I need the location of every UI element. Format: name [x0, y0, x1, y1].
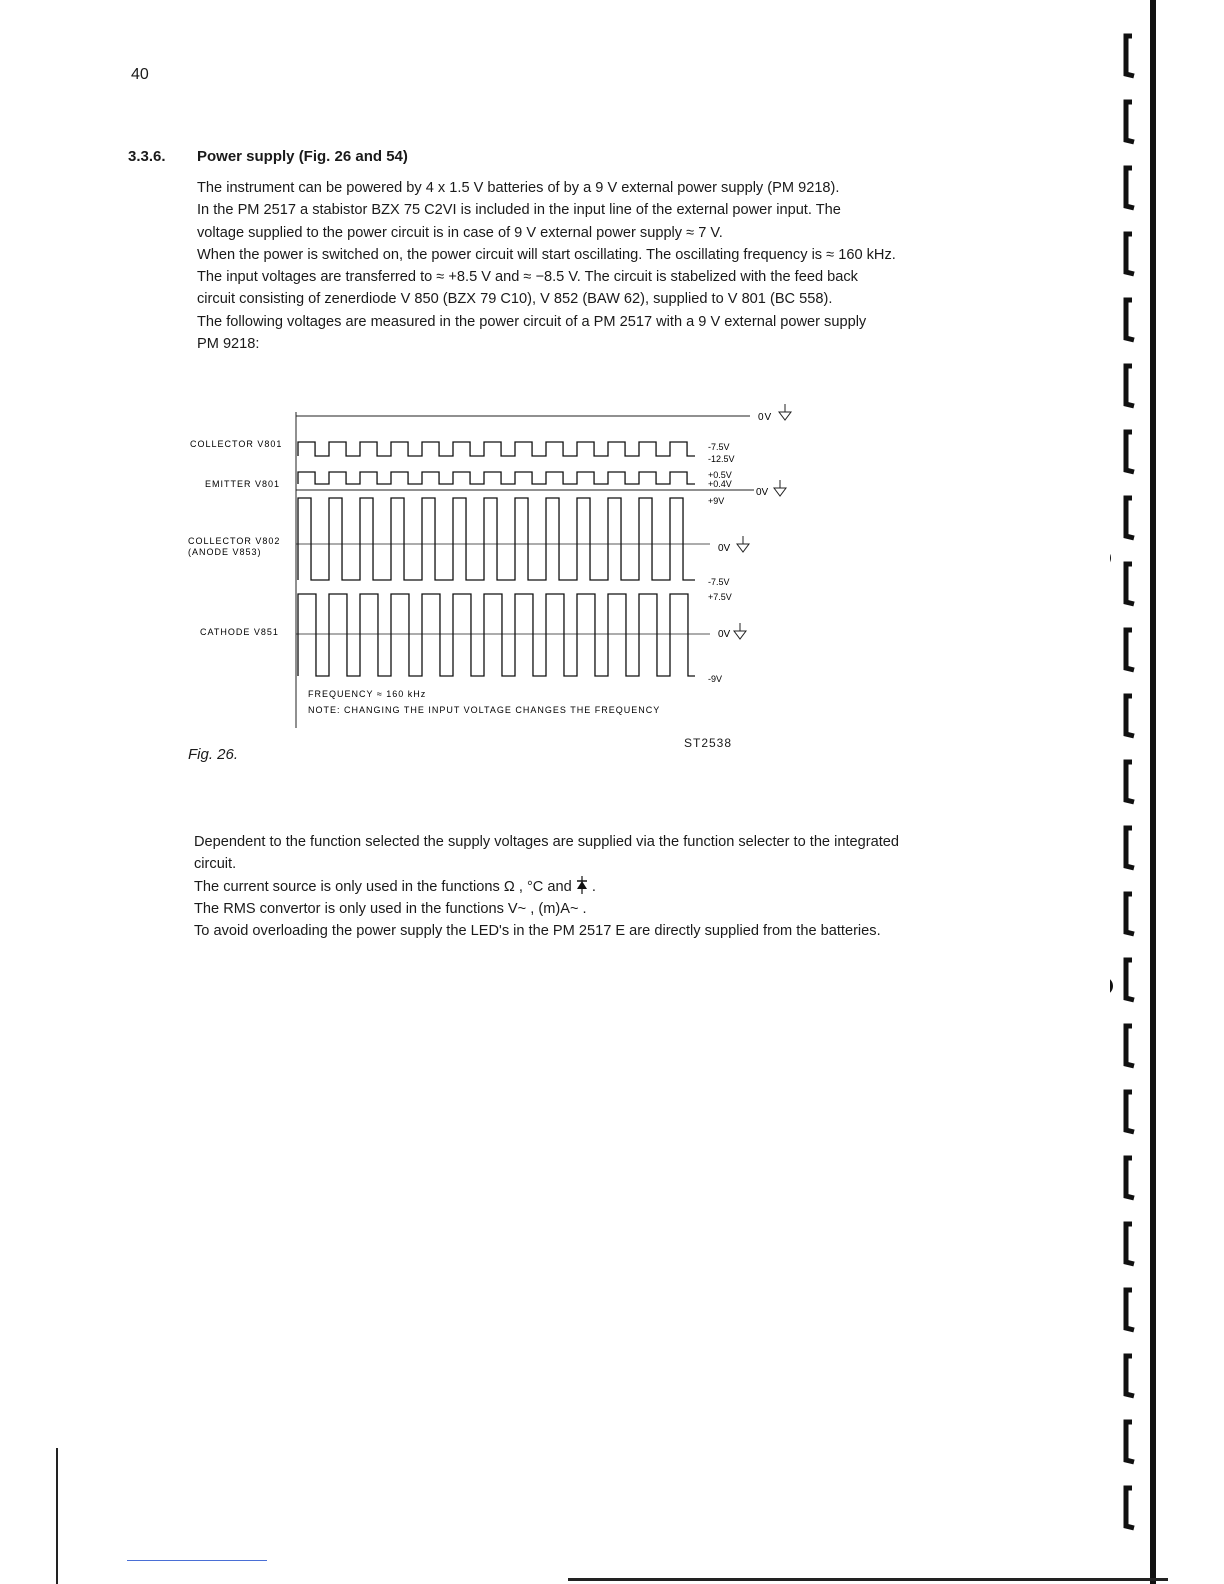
- binder-tab: [1126, 696, 1134, 736]
- text-line: The RMS convertor is only used in the functions V~ , (m)A~ .: [194, 900, 587, 917]
- ground-symbol-icon: [779, 404, 791, 420]
- binder-tab: [1126, 102, 1134, 142]
- binder-tab: [1126, 432, 1134, 472]
- figure-caption: Fig. 26.: [188, 746, 239, 763]
- voltage-label: 0V: [718, 629, 731, 640]
- waveform-diagram: [180, 398, 820, 728]
- text-line: voltage supplied to the power circuit is in case of 9 V external power supply ≈ 7 V.: [197, 224, 723, 241]
- binder-tab: [1126, 960, 1134, 1000]
- voltage-label: 0V: [756, 487, 769, 498]
- intro-paragraph: [197, 177, 1057, 355]
- frequency-change-note: NOTE: CHANGING THE INPUT VOLTAGE CHANGES THE FREQUENCY: [308, 705, 661, 715]
- binder-margin: [1110, 0, 1224, 1584]
- voltage-label: -12.5V: [708, 454, 735, 464]
- figure-reference: ST2538: [684, 736, 733, 750]
- section-number: 3.3.6.: [128, 148, 166, 165]
- binder-tab: [1126, 36, 1134, 76]
- binder-tab: [1126, 894, 1134, 934]
- scan-artifact: [568, 1578, 1168, 1581]
- ground-symbol-icon: [737, 536, 749, 552]
- cathode-v851-waveform: [298, 594, 695, 676]
- signal-label: (ANODE V853): [188, 547, 262, 557]
- binder-tabs: [1126, 36, 1134, 1528]
- signal-label: EMITTER V801: [205, 479, 281, 489]
- binder-tab: [1126, 564, 1134, 604]
- binder-tab: [1126, 1092, 1134, 1132]
- page-number: 40: [131, 66, 149, 83]
- binder-edge: [1150, 0, 1156, 1584]
- binder-tab: [1126, 366, 1134, 406]
- binder-tab: [1126, 1224, 1134, 1264]
- text-line: The following voltages are measured in the power circuit of a PM 2517 with a 9 V external power supply: [197, 313, 867, 330]
- binder-tab: [1126, 1422, 1134, 1462]
- text-line: Dependent to the function selected the supply voltages are supplied via the function selecter to the integrated: [194, 834, 900, 850]
- text-line: PM 9218:: [197, 336, 260, 353]
- ground-symbol-icon: [774, 480, 786, 496]
- text-line: circuit.: [194, 856, 237, 873]
- binder-tab: [1126, 630, 1134, 670]
- voltage-label: -7.5V: [708, 442, 730, 452]
- binder-tab: [1126, 1290, 1134, 1330]
- text-segment: The current source is only used in the functions Ω , °C and: [194, 878, 572, 895]
- voltage-label: 0V: [758, 412, 773, 423]
- signal-label: COLLECTOR V801: [190, 439, 283, 449]
- emitter-v801-waveform: [298, 472, 695, 484]
- voltage-label: +9V: [708, 496, 725, 506]
- voltage-label: -7.5V: [708, 577, 730, 587]
- voltage-label: -9V: [708, 674, 723, 684]
- scan-artifact: [56, 1448, 58, 1584]
- scan-artifact: [127, 1560, 267, 1561]
- voltage-label: +7.5V: [708, 592, 732, 602]
- binder-tab: [1126, 168, 1134, 208]
- section-title: Power supply (Fig. 26 and 54): [197, 148, 408, 165]
- binder-tab: [1126, 498, 1134, 538]
- function-paragraph: [194, 831, 1044, 942]
- binder-tab: [1126, 828, 1134, 868]
- text-line: To avoid overloading the power supply the LED's in the PM 2517 E are directly supplied from the batteries.: [194, 923, 881, 940]
- signal-label: CATHODE V851: [200, 627, 279, 637]
- signal-label: COLLECTOR V802: [188, 536, 281, 546]
- binder-tab: [1126, 1158, 1134, 1198]
- text-line: The input voltages are transferred to ≈ +8.5 V and ≈ −8.5 V. The circuit is stabelized with the feed back: [197, 269, 858, 286]
- frequency-note: FREQUENCY ≈ 160 kHz: [308, 689, 427, 699]
- binder-tab: [1126, 234, 1134, 274]
- ground-symbol-icon: [734, 623, 746, 639]
- text-line: The current source is only used in the functions Ω , °C and .: [194, 876, 1044, 898]
- waveform-figure: [180, 398, 820, 733]
- binder-tab: [1126, 300, 1134, 340]
- text-line: When the power is switched on, the power circuit will start oscillating. The oscillating frequency is ≈ 160 kHz.: [197, 246, 896, 263]
- collector-v802-waveform: [298, 498, 695, 580]
- text-line: The instrument can be powered by 4 x 1.5 V batteries of by a 9 V external power supply (PM 9218).: [197, 180, 840, 196]
- binder-tab: [1126, 1488, 1134, 1528]
- voltage-label: +0.5V: [708, 470, 732, 480]
- voltage-label: 0V: [718, 543, 731, 554]
- collector-v801-waveform: [298, 442, 695, 456]
- binder-hole-icon: [1110, 549, 1111, 567]
- binder-tab: [1126, 1026, 1134, 1066]
- binder-tab: [1126, 1356, 1134, 1396]
- text-line: In the PM 2517 a stabistor BZX 75 C2VI is included in the input line of the external power input. The: [197, 202, 841, 219]
- binder-hole-icon: [1110, 977, 1113, 995]
- text-line: circuit consisting of zenerdiode V 850 (BZX 79 C10), V 852 (BAW 62), supplied to V 801 (BC 558).: [197, 291, 833, 308]
- binder-tab: [1126, 762, 1134, 802]
- voltage-label: +0.4V: [708, 479, 732, 489]
- diode-icon: [576, 876, 588, 894]
